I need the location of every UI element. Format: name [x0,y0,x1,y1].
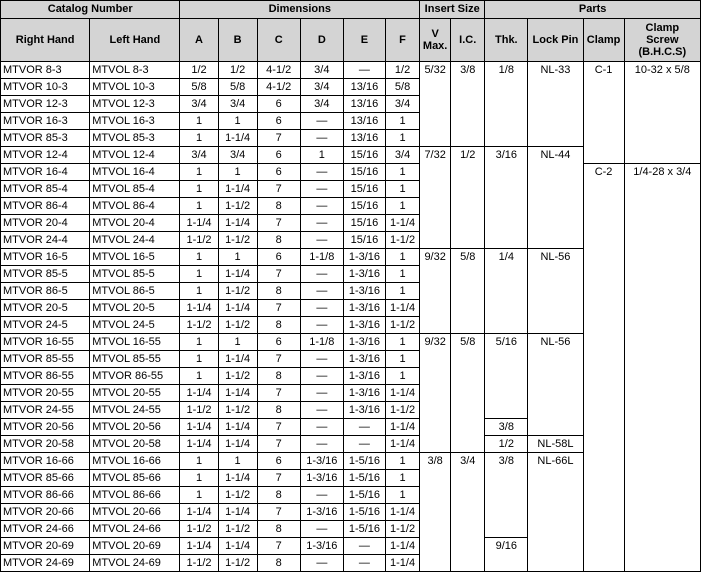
v-max-cell: 9/32 [420,334,451,453]
a-cell: 1 [180,164,218,181]
a-cell: 1 [180,266,218,283]
right-hand-cell: MTVOR 85-55 [1,351,90,368]
left-hand-cell: MTVOL 24-69 [90,555,180,572]
a-cell: 1-1/2 [180,555,218,572]
e-cell: — [343,538,385,555]
column-header-a: A [180,19,218,62]
group-header-insert-size: Insert Size [420,1,485,19]
right-hand-cell: MTVOR 85-3 [1,130,90,147]
d-cell: — [300,436,343,453]
c-cell: 7 [257,215,300,232]
e-cell: 1-5/16 [343,504,385,521]
column-header-e: E [343,19,385,62]
b-cell: 1-1/2 [218,317,257,334]
column-header-right-hand: Right Hand [1,19,90,62]
v-max-cell: 3/8 [420,453,451,572]
e-cell: 1-3/16 [343,317,385,334]
clamp-cell: C-2 [583,164,624,572]
d-cell: — [300,164,343,181]
a-cell: 5/8 [180,79,218,96]
c-cell: 8 [257,555,300,572]
b-cell: 1 [218,453,257,470]
a-cell: 1-1/4 [180,419,218,436]
f-cell: 1-1/2 [385,402,419,419]
clamp-screw-cell: 10-32 x 5/8 [624,62,700,164]
f-cell: 1-1/4 [385,300,419,317]
right-hand-cell: MTVOR 12-3 [1,96,90,113]
d-cell: 3/4 [300,62,343,79]
e-cell: — [343,436,385,453]
c-cell: 6 [257,334,300,351]
b-cell: 1-1/2 [218,487,257,504]
e-cell: 1-3/16 [343,385,385,402]
table-row [1,62,701,79]
right-hand-cell: MTVOR 16-55 [1,334,90,351]
c-cell: 8 [257,232,300,249]
b-cell: 1-1/4 [218,130,257,147]
d-cell: — [300,283,343,300]
clamp-cell: C-1 [583,62,624,164]
a-cell: 1 [180,470,218,487]
f-cell: 1 [385,487,419,504]
a-cell: 1 [180,198,218,215]
right-hand-cell: MTVOR 86-4 [1,198,90,215]
column-header-clamp: Clamp [583,19,624,62]
a-cell: 1 [180,283,218,300]
b-cell: 1-1/2 [218,232,257,249]
f-cell: 1-1/2 [385,232,419,249]
c-cell: 7 [257,130,300,147]
clamp-screw-line3: (B.H.C.S) [638,46,687,58]
right-hand-cell: MTVOR 24-5 [1,317,90,334]
a-cell: 1-1/2 [180,232,218,249]
left-hand-cell: MTVOL 24-66 [90,521,180,538]
a-cell: 1-1/4 [180,538,218,555]
c-cell: 4-1/2 [257,79,300,96]
d-cell: — [300,317,343,334]
d-cell: — [300,521,343,538]
thk-cell: 3/16 [485,147,528,249]
e-cell: 1-3/16 [343,300,385,317]
e-cell: 15/16 [343,181,385,198]
thk-cell: 3/8 [485,419,528,436]
clamp-screw-cell: 1/4-28 x 3/4 [624,164,700,572]
b-cell: 1-1/2 [218,198,257,215]
b-cell: 1-1/2 [218,283,257,300]
group-header-catalog-number: Catalog Number [1,1,180,19]
f-cell: 1 [385,283,419,300]
d-cell: 1-3/16 [300,538,343,555]
left-hand-cell: MTVOL 16-4 [90,164,180,181]
a-cell: 1-1/4 [180,300,218,317]
v-max-line2: Max. [422,40,448,52]
a-cell: 1 [180,351,218,368]
d-cell: — [300,419,343,436]
left-hand-cell: MTVOL 85-4 [90,181,180,198]
f-cell: 5/8 [385,79,419,96]
b-cell: 1-1/2 [218,555,257,572]
b-cell: 1-1/4 [218,419,257,436]
d-cell: — [300,113,343,130]
right-hand-cell: MTVOR 86-55 [1,368,90,385]
f-cell: 1 [385,249,419,266]
f-cell: 1-1/4 [385,385,419,402]
c-cell: 7 [257,181,300,198]
d-cell: — [300,555,343,572]
b-cell: 5/8 [218,79,257,96]
d-cell: 1-1/8 [300,334,343,351]
e-cell: 1-3/16 [343,249,385,266]
d-cell: 1-3/16 [300,470,343,487]
d-cell: 1-3/16 [300,453,343,470]
d-cell: 3/4 [300,79,343,96]
left-hand-cell: MTVOL 85-55 [90,351,180,368]
right-hand-cell: MTVOR 16-3 [1,113,90,130]
f-cell: 1-1/4 [385,555,419,572]
right-hand-cell: MTVOR 8-3 [1,62,90,79]
a-cell: 1-1/2 [180,317,218,334]
f-cell: 1-1/2 [385,521,419,538]
table-row [1,164,701,181]
clamp-screw-line1: Clamp [645,22,680,34]
right-hand-cell: MTVOR 20-5 [1,300,90,317]
a-cell: 1 [180,249,218,266]
b-cell: 1-1/4 [218,385,257,402]
column-header-ic: I.C. [451,19,485,62]
right-hand-cell: MTVOR 16-66 [1,453,90,470]
a-cell: 1-1/4 [180,504,218,521]
d-cell: — [300,385,343,402]
v-max-line1: V [431,28,439,40]
left-hand-cell: MTVOL 8-3 [90,62,180,79]
right-hand-cell: MTVOR 24-55 [1,402,90,419]
f-cell: 1 [385,164,419,181]
b-cell: 1-1/2 [218,402,257,419]
c-cell: 7 [257,351,300,368]
c-cell: 7 [257,436,300,453]
f-cell: 3/4 [385,147,419,164]
left-hand-cell: MTVOL 20-58 [90,436,180,453]
e-cell: — [343,419,385,436]
right-hand-cell: MTVOR 85-4 [1,181,90,198]
left-hand-cell: MTVOL 24-4 [90,232,180,249]
f-cell: 1 [385,198,419,215]
f-cell: 3/4 [385,96,419,113]
right-hand-cell: MTVOR 20-58 [1,436,90,453]
left-hand-cell: MTVOL 20-4 [90,215,180,232]
b-cell: 1-1/4 [218,504,257,521]
e-cell: 1-5/16 [343,487,385,504]
left-hand-cell: MTVOL 20-55 [90,385,180,402]
left-hand-cell: MTVOL 20-69 [90,538,180,555]
d-cell: — [300,368,343,385]
lock-pin-cell: NL-56 [528,334,583,436]
b-cell: 3/4 [218,147,257,164]
e-cell: 1-3/16 [343,368,385,385]
a-cell: 1 [180,130,218,147]
c-cell: 7 [257,385,300,402]
d-cell: — [300,351,343,368]
b-cell: 3/4 [218,96,257,113]
a-cell: 3/4 [180,96,218,113]
d-cell: 1-1/8 [300,249,343,266]
right-hand-cell: MTVOR 16-5 [1,249,90,266]
right-hand-cell: MTVOR 24-4 [1,232,90,249]
left-hand-cell: MTVOL 16-5 [90,249,180,266]
group-header-dimensions: Dimensions [180,1,420,19]
a-cell: 1-1/4 [180,385,218,402]
c-cell: 7 [257,419,300,436]
b-cell: 1 [218,164,257,181]
b-cell: 1-1/4 [218,181,257,198]
e-cell: — [343,62,385,79]
a-cell: 1 [180,334,218,351]
e-cell: 1-3/16 [343,402,385,419]
c-cell: 6 [257,453,300,470]
left-hand-cell: MTVOL 12-3 [90,96,180,113]
ic-cell: 5/8 [451,249,485,334]
c-cell: 8 [257,487,300,504]
c-cell: 4-1/2 [257,62,300,79]
ic-cell: 1/2 [451,147,485,249]
b-cell: 1-1/4 [218,351,257,368]
clamp-screw-line2: Screw [646,34,679,46]
right-hand-cell: MTVOR 85-5 [1,266,90,283]
left-hand-cell: MTVOL 20-66 [90,504,180,521]
d-cell: — [300,198,343,215]
left-hand-cell: MTVOL 85-3 [90,130,180,147]
c-cell: 6 [257,164,300,181]
left-hand-cell: MTVOL 16-3 [90,113,180,130]
f-cell: 1 [385,368,419,385]
right-hand-cell: MTVOR 24-66 [1,521,90,538]
c-cell: 7 [257,470,300,487]
thk-cell: 1/4 [485,249,528,334]
column-header-f: F [385,19,419,62]
f-cell: 1 [385,181,419,198]
a-cell: 1 [180,368,218,385]
e-cell: 15/16 [343,198,385,215]
right-hand-cell: MTVOR 24-69 [1,555,90,572]
thk-cell: 3/8 [485,453,528,538]
f-cell: 1-1/2 [385,317,419,334]
column-header-lock-pin: Lock Pin [528,19,583,62]
f-cell: 1/2 [385,62,419,79]
left-hand-cell: MTVOR 86-55 [90,368,180,385]
right-hand-cell: MTVOR 20-66 [1,504,90,521]
a-cell: 1-1/2 [180,402,218,419]
column-header-c: C [257,19,300,62]
v-max-cell: 5/32 [420,62,451,147]
right-hand-cell: MTVOR 85-66 [1,470,90,487]
thk-cell: 1/8 [485,62,528,147]
e-cell: 13/16 [343,79,385,96]
e-cell: 1-3/16 [343,266,385,283]
c-cell: 8 [257,283,300,300]
lock-pin-cell: NL-33 [528,62,583,147]
a-cell: 3/4 [180,147,218,164]
c-cell: 7 [257,300,300,317]
f-cell: 1-1/4 [385,419,419,436]
c-cell: 7 [257,266,300,283]
column-header-b: B [218,19,257,62]
c-cell: 8 [257,198,300,215]
e-cell: 13/16 [343,130,385,147]
d-cell: — [300,215,343,232]
left-hand-cell: MTVOL 16-66 [90,453,180,470]
c-cell: 6 [257,113,300,130]
a-cell: 1 [180,453,218,470]
a-cell: 1/2 [180,62,218,79]
left-hand-cell: MTVOL 86-5 [90,283,180,300]
f-cell: 1 [385,266,419,283]
d-cell: 3/4 [300,96,343,113]
lock-pin-cell: NL-44 [528,147,583,249]
b-cell: 1-1/4 [218,538,257,555]
thk-cell: 5/16 [485,334,528,419]
b-cell: 1/2 [218,62,257,79]
v-max-cell: 7/32 [420,147,451,249]
b-cell: 1-1/4 [218,436,257,453]
f-cell: 1 [385,334,419,351]
thk-cell: 9/16 [485,538,528,572]
b-cell: 1 [218,249,257,266]
b-cell: 1-1/4 [218,470,257,487]
d-cell: — [300,266,343,283]
d-cell: — [300,130,343,147]
f-cell: 1 [385,470,419,487]
b-cell: 1 [218,113,257,130]
left-hand-cell: MTVOL 85-66 [90,470,180,487]
ic-cell: 5/8 [451,334,485,453]
right-hand-cell: MTVOR 20-56 [1,419,90,436]
d-cell: — [300,232,343,249]
e-cell: 1-3/16 [343,351,385,368]
c-cell: 7 [257,538,300,555]
f-cell: 1-1/4 [385,436,419,453]
right-hand-cell: MTVOR 20-4 [1,215,90,232]
f-cell: 1-1/4 [385,504,419,521]
left-hand-cell: MTVOL 85-5 [90,266,180,283]
left-hand-cell: MTVOL 24-55 [90,402,180,419]
c-cell: 6 [257,249,300,266]
b-cell: 1-1/2 [218,368,257,385]
d-cell: — [300,300,343,317]
d-cell: — [300,487,343,504]
f-cell: 1 [385,113,419,130]
f-cell: 1 [385,130,419,147]
left-hand-cell: MTVOL 24-5 [90,317,180,334]
column-header-left-hand: Left Hand [90,19,180,62]
right-hand-cell: MTVOR 20-55 [1,385,90,402]
e-cell: 15/16 [343,215,385,232]
left-hand-cell: MTVOL 20-56 [90,419,180,436]
thk-cell: 1/2 [485,436,528,453]
e-cell: 1-3/16 [343,283,385,300]
e-cell: 1-5/16 [343,521,385,538]
d-cell: — [300,181,343,198]
left-hand-cell: MTVOL 86-4 [90,198,180,215]
left-hand-cell: MTVOL 86-66 [90,487,180,504]
group-header-parts: Parts [485,1,701,19]
e-cell: 15/16 [343,232,385,249]
e-cell: 15/16 [343,164,385,181]
d-cell: — [300,402,343,419]
right-hand-cell: MTVOR 86-5 [1,283,90,300]
b-cell: 1 [218,334,257,351]
c-cell: 6 [257,147,300,164]
c-cell: 8 [257,402,300,419]
right-hand-cell: MTVOR 16-4 [1,164,90,181]
b-cell: 1-1/4 [218,266,257,283]
right-hand-cell: MTVOR 20-69 [1,538,90,555]
right-hand-cell: MTVOR 12-4 [1,147,90,164]
e-cell: 1-5/16 [343,453,385,470]
lock-pin-cell: NL-56 [528,249,583,334]
column-header-thk: Thk. [485,19,528,62]
v-max-cell: 9/32 [420,249,451,334]
e-cell: 15/16 [343,147,385,164]
a-cell: 1-1/2 [180,521,218,538]
ic-cell: 3/4 [451,453,485,572]
a-cell: 1 [180,113,218,130]
c-cell: 8 [257,521,300,538]
column-header-d: D [300,19,343,62]
left-hand-cell: MTVOL 20-5 [90,300,180,317]
right-hand-cell: MTVOR 86-66 [1,487,90,504]
d-cell: 1-3/16 [300,504,343,521]
e-cell: — [343,555,385,572]
e-cell: 13/16 [343,96,385,113]
e-cell: 1-5/16 [343,470,385,487]
e-cell: 13/16 [343,113,385,130]
c-cell: 8 [257,317,300,334]
a-cell: 1 [180,181,218,198]
ic-cell: 3/8 [451,62,485,147]
b-cell: 1-1/4 [218,300,257,317]
b-cell: 1-1/2 [218,521,257,538]
f-cell: 1-1/4 [385,215,419,232]
a-cell: 1-1/4 [180,436,218,453]
column-header-v-max [420,19,451,62]
c-cell: 6 [257,96,300,113]
d-cell: 1 [300,147,343,164]
lock-pin-cell: NL-66L [528,453,583,572]
left-hand-cell: MTVOL 10-3 [90,79,180,96]
column-header-clamp-screw [624,19,700,62]
c-cell: 7 [257,504,300,521]
e-cell: 1-3/16 [343,334,385,351]
b-cell: 1-1/4 [218,215,257,232]
catalog-body [1,62,701,572]
f-cell: 1-1/4 [385,538,419,555]
a-cell: 1 [180,487,218,504]
a-cell: 1-1/4 [180,215,218,232]
left-hand-cell: MTVOL 12-4 [90,147,180,164]
right-hand-cell: MTVOR 10-3 [1,79,90,96]
left-hand-cell: MTVOL 16-55 [90,334,180,351]
f-cell: 1 [385,453,419,470]
f-cell: 1 [385,351,419,368]
lock-pin-cell: NL-58L [528,436,583,453]
c-cell: 8 [257,368,300,385]
